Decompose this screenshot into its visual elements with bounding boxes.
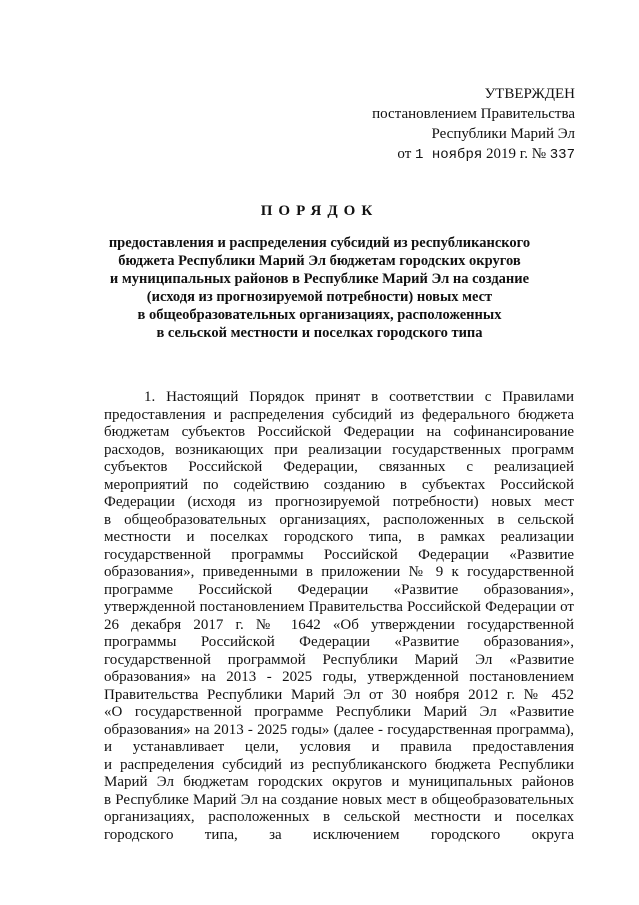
approval-number: 337 bbox=[549, 147, 575, 163]
body-line: городского типа, за исключением городского округа bbox=[104, 826, 574, 843]
body-line: расходов, возникающих при реализации государственных программ bbox=[104, 441, 574, 458]
body-line: организациях, расположенных в сельской местности и поселках bbox=[104, 809, 574, 825]
approval-date-prefix: от bbox=[397, 146, 412, 162]
subtitle-line: в сельской местности и поселках городского типа bbox=[156, 325, 483, 341]
body-line: Федерации (исходя из прогнозируемой потребности) новых мест bbox=[104, 494, 574, 510]
body-line: утвержденной постановлением Правительства Российской Федерации от bbox=[104, 599, 574, 615]
approval-date-line bbox=[372, 144, 575, 165]
body-line: и устанавливает цели, условия и правила предоставления bbox=[104, 739, 574, 755]
document-subtitle bbox=[60, 234, 579, 342]
body-line: местности и поселках городского типа, в рамках реализации bbox=[104, 529, 574, 545]
body-line: государственной программой Республики Марий Эл «Развитие bbox=[104, 651, 574, 668]
body-line: программе Российской Федерации «Развитие образования», bbox=[104, 581, 574, 598]
body-line: Марий Эл бюджетам городских округов и муниципальных районов bbox=[104, 774, 574, 790]
body-line: образования», приведенными в приложении № 9 к государственной bbox=[104, 564, 574, 580]
body-line: бюджетам субъектов Российской Федерации на софинансирование bbox=[104, 424, 574, 440]
subtitle-line: в общеобразовательных организациях, расположенных bbox=[137, 307, 502, 323]
body-line: образования» на 2013 - 2025 годы» (далее - государственная программа), bbox=[104, 721, 574, 738]
subtitle-line: предоставления и распределения субсидий из республиканского bbox=[108, 235, 531, 251]
approval-date-day: 1 ноября bbox=[415, 147, 483, 163]
document-title: ПОРЯДОК bbox=[260, 203, 379, 219]
body-line: Правительства Республики Марий Эл от 30 ноября 2012 г. № 452 bbox=[104, 686, 574, 703]
body-line: в общеобразовательных организациях, расположенных в сельской bbox=[104, 511, 574, 528]
body-line: мероприятий по содействию созданию в субъектах Российской bbox=[104, 476, 574, 493]
approval-stamp bbox=[372, 84, 575, 165]
body-line: «О государственной программе Республики Марий Эл «Развитие bbox=[104, 704, 574, 720]
body-line: 1. Настоящий Порядок принят в соответствии с Правилами bbox=[144, 389, 574, 405]
subtitle-line: (исходя из прогнозируемой потребности) новых мест bbox=[146, 289, 493, 305]
body-line: предоставления и распределения субсидий из федерального бюджета bbox=[104, 406, 574, 423]
approval-region: Республики Марий Эл bbox=[431, 126, 575, 142]
paragraph-1 bbox=[104, 389, 574, 844]
approval-date-year: 2019 г. № bbox=[486, 146, 547, 162]
approval-heading: УТВЕРЖДЕН bbox=[484, 86, 575, 102]
subtitle-line: и муниципальных районов в Республике Марий Эл на создание bbox=[109, 271, 530, 287]
body-line: 26 декабря 2017 г. № 1642 «Об утверждении государственной bbox=[104, 616, 574, 633]
subtitle-line: бюджета Республики Марий Эл бюджетам городских округов bbox=[118, 253, 521, 269]
body-line: программы Российской Федерации «Развитие образования», bbox=[104, 634, 574, 650]
approval-authority: постановлением Правительства bbox=[372, 106, 575, 122]
body-line: в Республике Марий Эл на создание новых мест в общеобразовательных bbox=[104, 791, 574, 808]
body-line: субъектов Российской Федерации, связанных с реализацией bbox=[104, 459, 574, 475]
body-line: государственной программы Российской Федерации «Развитие bbox=[104, 546, 574, 563]
body-line: образования» на 2013 - 2025 годы, утвержденной постановлением bbox=[104, 669, 574, 685]
body-line: и распределения субсидий из республиканского бюджета Республики bbox=[104, 756, 574, 773]
